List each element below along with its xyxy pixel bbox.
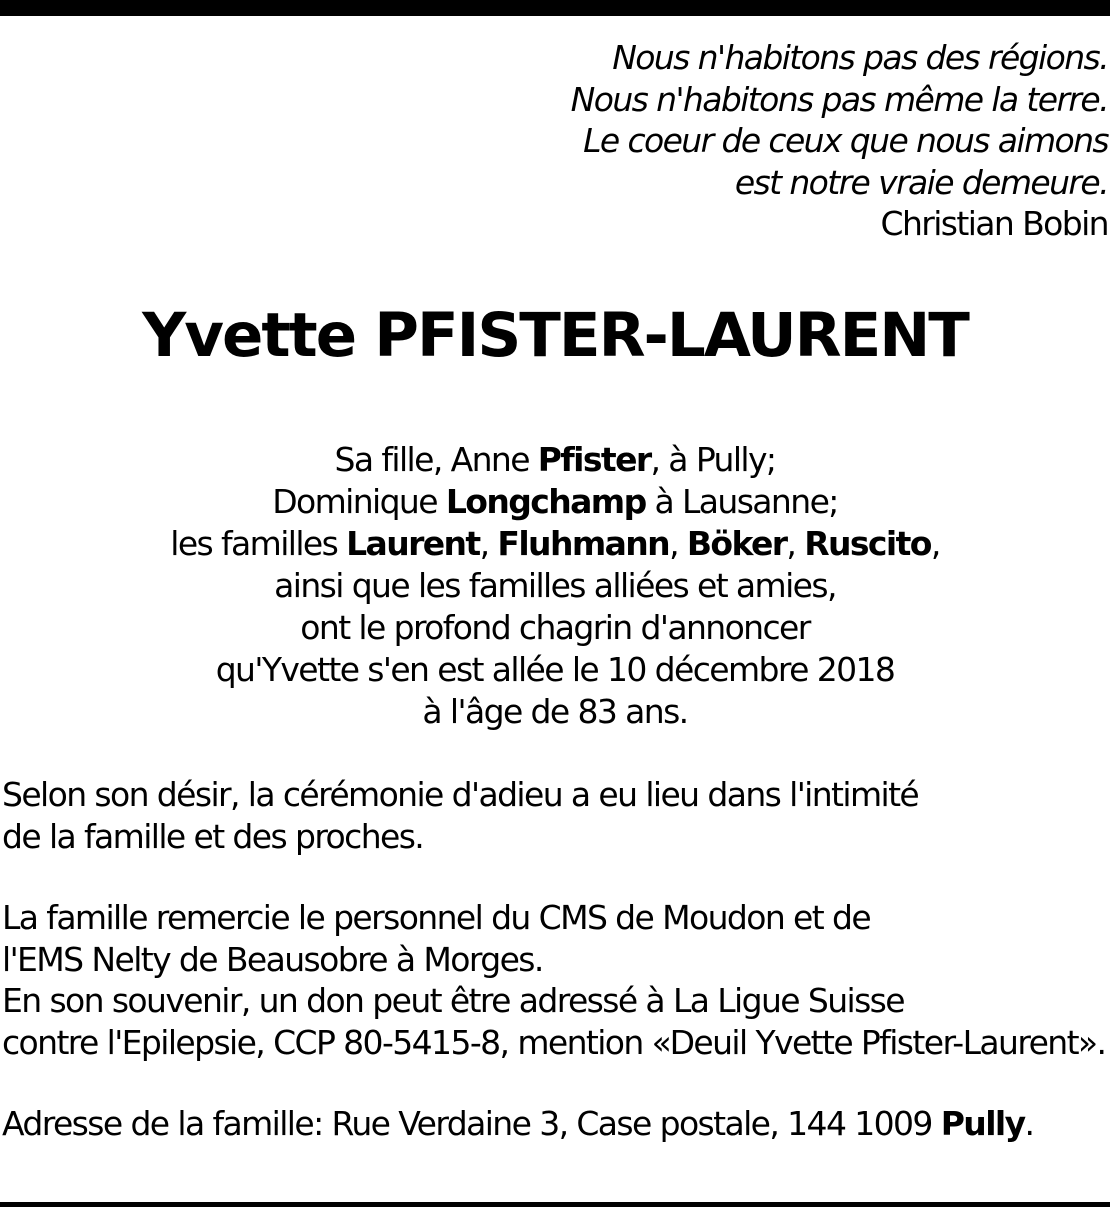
- family-surname: Fluhmann: [497, 524, 670, 563]
- family-surname: Laurent: [346, 524, 480, 563]
- family-address: [2, 1103, 1033, 1145]
- epigraph-line: est notre vraie demeure.: [734, 162, 1108, 202]
- epigraph-author: Christian Bobin: [880, 204, 1108, 243]
- epigraph-quote: [571, 37, 1108, 245]
- family-announcement: [0, 439, 1110, 733]
- paragraph-line: [2, 1103, 1033, 1145]
- top-border-rule: [0, 0, 1110, 16]
- text-segment: Sa fille, Anne: [334, 440, 538, 479]
- text-segment: Dominique: [272, 482, 446, 521]
- paragraph-line: contre l'Epilepsie, CCP 80-5415-8, mention «Deuil Yvette Pfister-Laurent».: [2, 1022, 1106, 1062]
- epigraph-line: Le coeur de ceux que nous aimons: [583, 121, 1108, 160]
- separator: ,: [479, 524, 498, 563]
- thanks-paragraph: [2, 897, 1105, 1063]
- text-segment: Adresse de la famille: Rue Verdaine 3, Case postale, 144 1009: [2, 1104, 941, 1143]
- address-city: Pully: [940, 1104, 1025, 1143]
- family-line: à l'âge de 83 ans.: [422, 692, 688, 731]
- family-line: [0, 439, 1110, 481]
- family-surname: Pfister: [537, 440, 651, 479]
- deceased-name: Yvette PFISTER-LAURENT: [142, 300, 968, 371]
- bottom-border-rule: [0, 1202, 1110, 1207]
- text-segment: , à Pully;: [650, 440, 776, 479]
- family-line: ont le profond chagrin d'annoncer: [300, 608, 810, 647]
- family-line: ainsi que les familles alliées et amies,: [274, 566, 836, 605]
- separator: ,: [669, 524, 687, 563]
- epigraph-line: Nous n'habitons pas même la terre.: [570, 79, 1108, 119]
- family-surname: Longchamp: [445, 482, 646, 521]
- family-surname: Böker: [686, 524, 787, 563]
- epigraph-line: Nous n'habitons pas des régions.: [612, 38, 1108, 77]
- text-segment: à Lausanne;: [645, 482, 838, 521]
- paragraph-line: l'EMS Nelty de Beausobre à Morges.: [2, 939, 543, 979]
- text-segment: les familles: [170, 524, 347, 563]
- text-segment: .: [1024, 1104, 1034, 1143]
- family-line: [0, 481, 1110, 523]
- paragraph-line: Selon son désir, la cérémonie d'adieu a eu lieu dans l'intimité: [2, 775, 919, 814]
- family-surname: Ruscito: [804, 524, 931, 563]
- separator: ,: [786, 524, 805, 563]
- paragraph-line: de la famille et des proches.: [2, 816, 424, 856]
- family-line: [0, 523, 1110, 565]
- text-segment: ,: [930, 524, 940, 563]
- family-line: qu'Yvette s'en est allée le 10 décembre 2018: [215, 650, 895, 689]
- paragraph-line: En son souvenir, un don peut être adressé à La Ligue Suisse: [2, 981, 904, 1020]
- paragraph-line: La famille remercie le personnel du CMS de Moudon et de: [2, 898, 871, 937]
- ceremony-paragraph: [2, 774, 918, 857]
